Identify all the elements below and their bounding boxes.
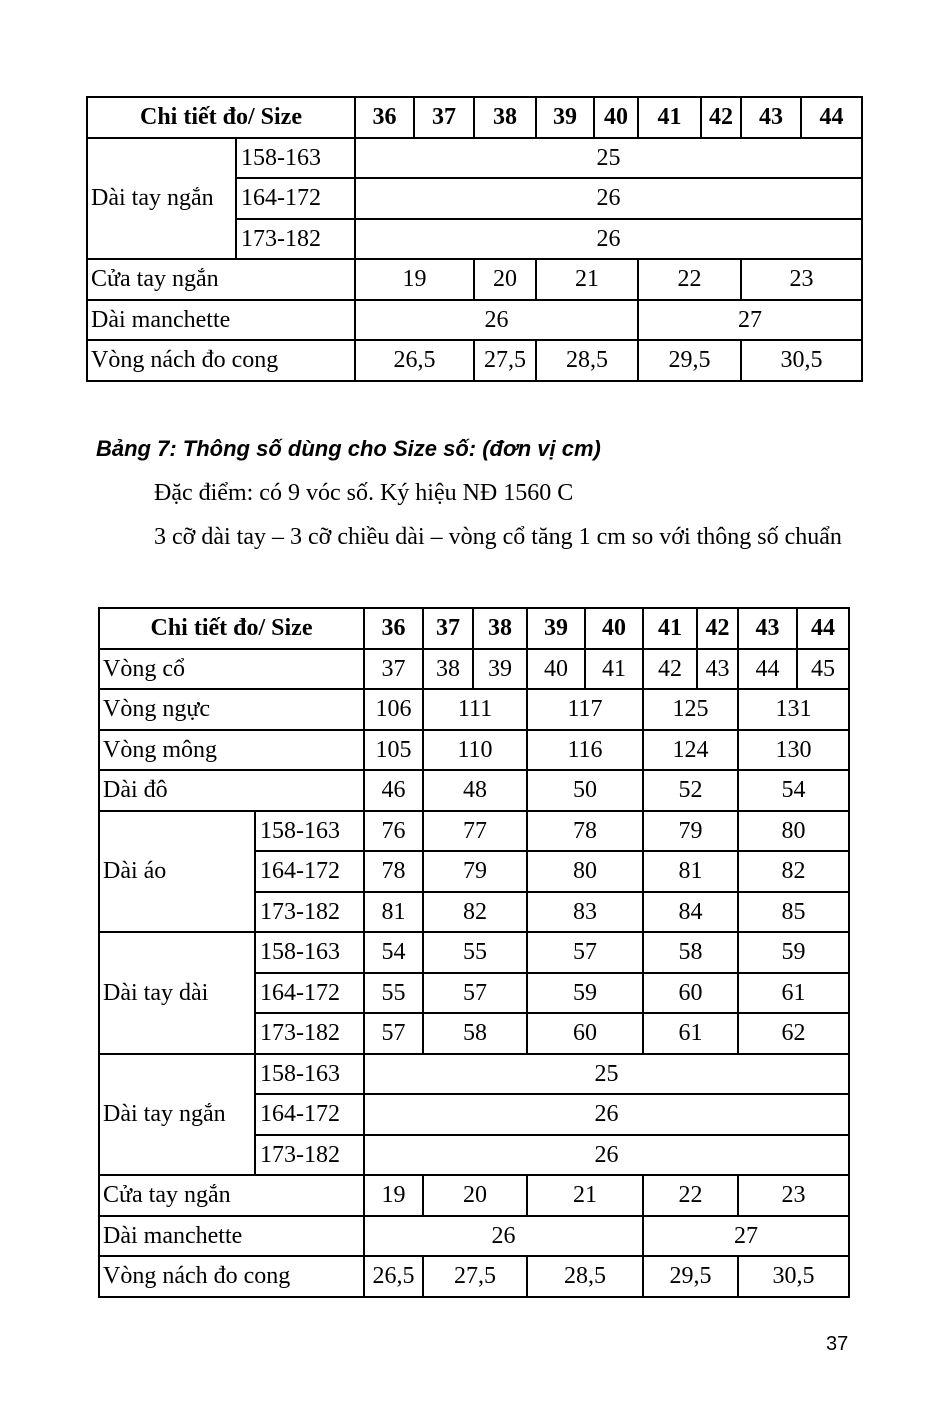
cell-value: 57 <box>364 1013 423 1054</box>
size-39: 39 <box>536 97 594 138</box>
cell-value: 57 <box>527 932 643 973</box>
cell-value: 61 <box>738 973 849 1014</box>
cell-value: 27 <box>643 1216 849 1257</box>
table-row <box>99 1175 849 1216</box>
cell-value: 105 <box>364 730 423 771</box>
cell-value: 26 <box>364 1135 849 1176</box>
cell-value: 27 <box>638 300 862 341</box>
cell-value: 27,5 <box>423 1256 527 1297</box>
cell-value: 82 <box>738 851 849 892</box>
size-42: 42 <box>697 608 738 649</box>
cell-value: 26,5 <box>364 1256 423 1297</box>
row-label-dai-manchette: Dài manchette <box>99 1216 364 1257</box>
row-label-vong-nguc: Vòng ngực <box>99 689 364 730</box>
size-43: 43 <box>741 97 801 138</box>
cell-value: 78 <box>364 851 423 892</box>
cell-value: 28,5 <box>536 340 638 381</box>
height-range: 164-172 <box>255 1094 364 1135</box>
height-range: 173-182 <box>255 1013 364 1054</box>
row-label-vong-nach: Vòng nách đo cong <box>87 340 355 381</box>
cell-value: 82 <box>423 892 527 933</box>
cell-value: 30,5 <box>738 1256 849 1297</box>
height-range: 164-172 <box>236 178 355 219</box>
size-36: 36 <box>364 608 423 649</box>
cell-value: 44 <box>738 649 797 690</box>
row-label-dai-manchette: Dài manchette <box>87 300 355 341</box>
cell-value: 76 <box>364 811 423 852</box>
header-label: Chi tiết đo/ Size <box>99 608 364 649</box>
size-38: 38 <box>474 97 536 138</box>
cell-value: 19 <box>355 259 474 300</box>
cell-value: 117 <box>527 689 643 730</box>
description-line-2: 3 cỡ dài tay – 3 cỡ chiều dài – vòng cổ tăng 1 cm so với thông số chuẩn <box>154 524 842 550</box>
cell-value: 131 <box>738 689 849 730</box>
size-41: 41 <box>643 608 697 649</box>
cell-value: 21 <box>527 1175 643 1216</box>
size-table-continued <box>86 96 863 382</box>
table-header-row <box>99 608 849 649</box>
cell-value: 54 <box>738 770 849 811</box>
size-37: 37 <box>423 608 473 649</box>
cell-value: 85 <box>738 892 849 933</box>
table-row <box>99 1216 849 1257</box>
cell-value: 28,5 <box>527 1256 643 1297</box>
cell-value: 116 <box>527 730 643 771</box>
size-39: 39 <box>527 608 585 649</box>
cell-value: 26 <box>355 300 638 341</box>
cell-value: 81 <box>364 892 423 933</box>
cell-value: 57 <box>423 973 527 1014</box>
cell-value: 29,5 <box>643 1256 738 1297</box>
cell-value: 23 <box>741 259 862 300</box>
cell-value: 80 <box>738 811 849 852</box>
cell-value: 26 <box>355 178 862 219</box>
cell-value: 84 <box>643 892 738 933</box>
cell-value: 59 <box>527 973 643 1014</box>
cell-value: 38 <box>423 649 473 690</box>
height-range: 158-163 <box>236 138 355 179</box>
row-label-dai-tay-ngan: Dài tay ngắn <box>99 1054 255 1176</box>
height-range: 173-182 <box>255 892 364 933</box>
cell-value: 59 <box>738 932 849 973</box>
row-label-vong-co: Vòng cổ <box>99 649 364 690</box>
description-line-1: Đặc điểm: có 9 vóc số. Ký hiệu NĐ 1560 C <box>154 480 574 506</box>
size-43: 43 <box>738 608 797 649</box>
table-row <box>99 1256 849 1297</box>
cell-value: 61 <box>643 1013 738 1054</box>
row-label-cua-tay-ngan: Cửa tay ngắn <box>87 259 355 300</box>
cell-value: 83 <box>527 892 643 933</box>
cell-value: 19 <box>364 1175 423 1216</box>
table-row <box>87 340 862 381</box>
size-37: 37 <box>414 97 474 138</box>
size-38: 38 <box>473 608 527 649</box>
table-row <box>99 932 849 973</box>
cell-value: 60 <box>527 1013 643 1054</box>
cell-value: 55 <box>364 973 423 1014</box>
cell-value: 26,5 <box>355 340 474 381</box>
cell-value: 26 <box>364 1216 643 1257</box>
cell-value: 30,5 <box>741 340 862 381</box>
cell-value: 43 <box>697 649 738 690</box>
cell-value: 58 <box>423 1013 527 1054</box>
cell-value: 81 <box>643 851 738 892</box>
row-label-dai-do: Dài đô <box>99 770 364 811</box>
table-row <box>87 259 862 300</box>
cell-value: 79 <box>423 851 527 892</box>
cell-value: 111 <box>423 689 527 730</box>
cell-value: 54 <box>364 932 423 973</box>
height-range: 164-172 <box>255 973 364 1014</box>
height-range: 164-172 <box>255 851 364 892</box>
cell-value: 62 <box>738 1013 849 1054</box>
row-label-dai-tay-dai: Dài tay dài <box>99 932 255 1054</box>
cell-value: 52 <box>643 770 738 811</box>
cell-value: 80 <box>527 851 643 892</box>
cell-value: 37 <box>364 649 423 690</box>
cell-value: 22 <box>643 1175 738 1216</box>
cell-value: 26 <box>355 219 862 260</box>
cell-value: 29,5 <box>638 340 741 381</box>
table-header-row <box>87 97 862 138</box>
height-range: 158-163 <box>255 811 364 852</box>
row-label-vong-mong: Vòng mông <box>99 730 364 771</box>
cell-value: 124 <box>643 730 738 771</box>
row-label-cua-tay-ngan: Cửa tay ngắn <box>99 1175 364 1216</box>
height-range: 158-163 <box>255 932 364 973</box>
size-table-7 <box>98 607 850 1298</box>
cell-value: 78 <box>527 811 643 852</box>
cell-value: 20 <box>423 1175 527 1216</box>
height-range: 158-163 <box>255 1054 364 1095</box>
cell-value: 27,5 <box>474 340 536 381</box>
cell-value: 125 <box>643 689 738 730</box>
cell-value: 50 <box>527 770 643 811</box>
cell-value: 130 <box>738 730 849 771</box>
page-number: 37 <box>826 1333 849 1355</box>
row-label-vong-nach: Vòng nách đo cong <box>99 1256 364 1297</box>
table-row <box>87 138 862 179</box>
size-41: 41 <box>638 97 701 138</box>
table-row <box>87 300 862 341</box>
cell-value: 25 <box>364 1054 849 1095</box>
cell-value: 79 <box>643 811 738 852</box>
table-row <box>99 770 849 811</box>
table-row <box>99 649 849 690</box>
height-range: 173-182 <box>236 219 355 260</box>
header-label: Chi tiết đo/ Size <box>87 97 355 138</box>
cell-value: 77 <box>423 811 527 852</box>
cell-value: 48 <box>423 770 527 811</box>
cell-value: 22 <box>638 259 741 300</box>
row-label-dai-ao: Dài áo <box>99 811 255 933</box>
size-42: 42 <box>701 97 741 138</box>
cell-value: 45 <box>797 649 849 690</box>
cell-value: 60 <box>643 973 738 1014</box>
size-40: 40 <box>594 97 638 138</box>
cell-value: 106 <box>364 689 423 730</box>
cell-value: 39 <box>473 649 527 690</box>
cell-value: 110 <box>423 730 527 771</box>
cell-value: 25 <box>355 138 862 179</box>
size-44: 44 <box>801 97 862 138</box>
cell-value: 46 <box>364 770 423 811</box>
height-range: 173-182 <box>255 1135 364 1176</box>
size-40: 40 <box>585 608 643 649</box>
size-36: 36 <box>355 97 414 138</box>
table-row <box>99 1054 849 1095</box>
table-row <box>99 811 849 852</box>
cell-value: 40 <box>527 649 585 690</box>
cell-value: 55 <box>423 932 527 973</box>
cell-value: 26 <box>364 1094 849 1135</box>
cell-value: 58 <box>643 932 738 973</box>
table-row <box>99 689 849 730</box>
cell-value: 20 <box>474 259 536 300</box>
cell-value: 41 <box>585 649 643 690</box>
cell-value: 23 <box>738 1175 849 1216</box>
cell-value: 21 <box>536 259 638 300</box>
cell-value: 42 <box>643 649 697 690</box>
table-row <box>99 730 849 771</box>
row-label-dai-tay-ngan: Dài tay ngắn <box>87 138 236 260</box>
size-44: 44 <box>797 608 849 649</box>
table-caption: Bảng 7: Thông số dùng cho Size số: (đơn vị cm) <box>96 436 601 461</box>
